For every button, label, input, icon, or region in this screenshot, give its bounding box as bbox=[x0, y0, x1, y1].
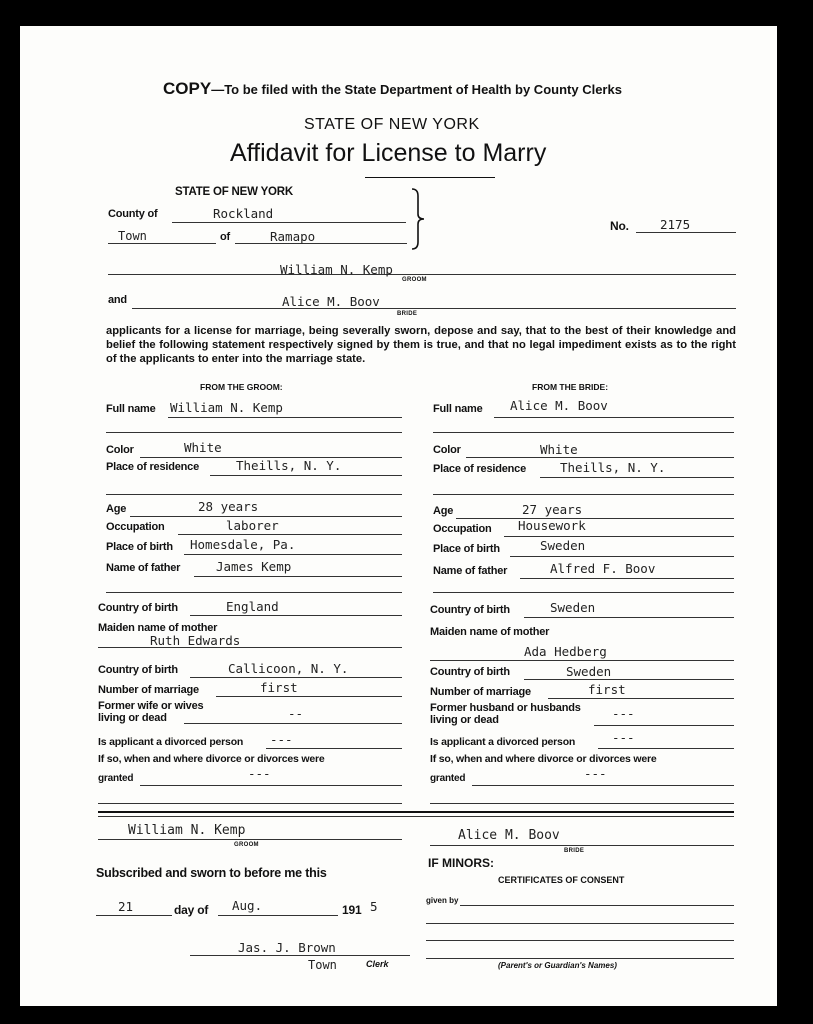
oath-day: 21 bbox=[118, 899, 134, 914]
consent-line-3 bbox=[426, 940, 734, 941]
groom-marriage-number-line bbox=[216, 696, 402, 697]
bride-former: --- bbox=[612, 706, 635, 721]
groom-former-label-1: Former wife or wives bbox=[98, 700, 204, 712]
groom-father-country: England bbox=[226, 599, 279, 614]
groom-signature-line bbox=[98, 839, 402, 840]
bride-mother-label: Maiden name of mother bbox=[430, 626, 550, 638]
bride-former-line bbox=[594, 725, 734, 726]
groom-father-label: Name of father bbox=[106, 562, 181, 574]
bride-residence: Theills, N. Y. bbox=[560, 460, 666, 475]
bride-father: Alfred F. Boov bbox=[550, 561, 656, 576]
groom-granted: --- bbox=[248, 766, 271, 781]
groom-mother-country-line bbox=[190, 677, 402, 678]
groom-mother-line bbox=[98, 647, 402, 648]
title-underline bbox=[365, 177, 495, 178]
clerk-signature: Jas. J. Brown bbox=[238, 940, 336, 955]
bride-mother-country-line bbox=[524, 679, 734, 680]
filing-instruction: —To be filed with the State Department of Health by County Clerks bbox=[211, 82, 622, 97]
bride-age-label: Age bbox=[433, 505, 454, 517]
bride-father-country-line bbox=[524, 617, 734, 618]
bride-father-country: Sweden bbox=[550, 600, 596, 615]
bride-granted-line bbox=[472, 785, 734, 786]
groom-father: James Kemp bbox=[216, 559, 292, 574]
number-line bbox=[636, 232, 736, 233]
oath-text: Subscribed and sworn to before me this bbox=[96, 866, 327, 880]
bride-applicant-name: Alice M. Boov bbox=[282, 294, 380, 309]
groom-extra-line-1 bbox=[106, 432, 402, 433]
bride-section-heading: FROM THE BRIDE: bbox=[532, 382, 609, 392]
number-label: No. bbox=[610, 219, 629, 233]
bride-full-name-label: Full name bbox=[433, 403, 483, 415]
bride-occupation-line bbox=[504, 536, 734, 537]
groom-signature-caption: GROOM bbox=[234, 842, 259, 848]
bride-marriage-number-line bbox=[548, 698, 734, 699]
signature-divider-2 bbox=[98, 816, 734, 817]
bride-signature-caption: BRIDE bbox=[564, 848, 585, 854]
bride-granted: --- bbox=[584, 766, 607, 781]
groom-extra-line-3 bbox=[106, 592, 402, 593]
groom-birthplace: Homesdale, Pa. bbox=[190, 537, 296, 552]
groom-granted-line bbox=[140, 785, 402, 786]
bride-caption: BRIDE bbox=[397, 311, 418, 317]
and-label: and bbox=[108, 294, 127, 306]
groom-divorced-label: Is applicant a divorced person bbox=[98, 736, 244, 748]
groom-marriage-number: first bbox=[260, 680, 298, 695]
groom-section-heading: FROM THE GROOM: bbox=[200, 382, 283, 392]
bride-birthplace-line bbox=[510, 556, 734, 557]
groom-full-name-label: Full name bbox=[106, 403, 156, 415]
oath-year-digit: 5 bbox=[370, 899, 378, 914]
bride-divorced-label: Is applicant a divorced person bbox=[430, 736, 576, 748]
bride-full-name-line bbox=[494, 417, 734, 418]
town-line bbox=[108, 243, 216, 244]
groom-color: White bbox=[184, 440, 222, 455]
clerk-town: Town bbox=[308, 958, 337, 972]
sworn-statement: applicants for a license for marriage, being severally sworn, depose and say, that to the best of their knowledge and belief the following statement respectively signed by them is true, and that no legal impediment exists as to the right of the applicants to enter into the marriage state. bbox=[106, 325, 736, 365]
groom-color-label: Color bbox=[106, 444, 134, 456]
bride-granted-label: granted bbox=[430, 773, 466, 784]
bride-residence-label: Place of residence bbox=[433, 463, 527, 475]
bride-divorced-line bbox=[598, 748, 734, 749]
bride-marriage-number-label: Number of marriage bbox=[430, 686, 531, 698]
groom-father-country-label: Country of birth bbox=[98, 602, 178, 614]
bride-extra-line-4 bbox=[430, 803, 734, 804]
clerk-signature-line bbox=[190, 955, 410, 956]
groom-marriage-number-label: Number of marriage bbox=[98, 684, 199, 696]
county-value: Rockland bbox=[213, 206, 274, 221]
venue-state-label: STATE OF NEW YORK bbox=[175, 186, 293, 198]
groom-divorced: --- bbox=[270, 732, 293, 747]
copy-word: COPY bbox=[163, 79, 212, 98]
bride-color-label: Color bbox=[433, 444, 461, 456]
groom-birthplace-label: Place of birth bbox=[106, 541, 173, 553]
header-state: STATE OF NEW YORK bbox=[304, 116, 480, 133]
certificates-of-consent: CERTIFICATES OF CONSENT bbox=[498, 875, 625, 885]
groom-former-label-2: living or dead bbox=[98, 712, 167, 724]
groom-residence: Theills, N. Y. bbox=[236, 458, 342, 473]
groom-birthplace-line bbox=[184, 554, 402, 555]
groom-occupation-label: Occupation bbox=[106, 521, 165, 533]
of-label: of bbox=[220, 231, 230, 243]
bride-color: White bbox=[540, 442, 578, 457]
venue-bracket bbox=[410, 188, 426, 250]
consent-line-2 bbox=[426, 923, 734, 924]
bride-former-label-2: living or dead bbox=[430, 714, 499, 726]
groom-extra-line-2 bbox=[106, 494, 402, 495]
groom-mother-country-label: Country of birth bbox=[98, 664, 178, 676]
consent-line-1 bbox=[460, 905, 734, 906]
groom-mother: Ruth Edwards bbox=[150, 633, 241, 648]
groom-residence-label: Place of residence bbox=[106, 461, 200, 473]
county-line bbox=[172, 222, 406, 223]
bride-age-line bbox=[456, 518, 734, 519]
consent-line-4 bbox=[426, 958, 734, 959]
bride-occupation-label: Occupation bbox=[433, 523, 492, 535]
bride-occupation: Housework bbox=[518, 518, 586, 533]
given-by-label: given by bbox=[426, 896, 459, 905]
town-value-line bbox=[235, 243, 407, 244]
town-value: Ramapo bbox=[270, 229, 316, 244]
bride-signature: Alice M. Boov bbox=[458, 828, 560, 843]
bride-father-label: Name of father bbox=[433, 565, 508, 577]
oath-year-prefix: 191 bbox=[342, 903, 362, 917]
parents-caption: (Parent's or Guardian's Names) bbox=[498, 961, 617, 970]
bride-mother-line bbox=[430, 660, 734, 661]
groom-occupation: laborer bbox=[226, 518, 279, 533]
groom-father-country-line bbox=[190, 615, 402, 616]
groom-full-name-line bbox=[168, 417, 402, 418]
town-label: Town bbox=[118, 229, 147, 243]
bride-ifso-label: If so, when and where divorce or divorces were bbox=[430, 753, 657, 765]
affidavit-form bbox=[20, 26, 777, 1006]
bride-former-label-1: Former husband or husbands bbox=[430, 702, 581, 714]
bride-extra-line-2 bbox=[433, 494, 734, 495]
groom-father-line bbox=[194, 576, 402, 577]
page-title: Affidavit for License to Marry bbox=[230, 139, 547, 167]
bride-extra-line-1 bbox=[433, 432, 734, 433]
groom-divorced-line bbox=[266, 748, 402, 749]
bride-father-country-label: Country of birth bbox=[430, 604, 510, 616]
bride-color-line bbox=[466, 457, 734, 458]
bride-age: 27 years bbox=[522, 502, 583, 517]
oath-day-of-label: day of bbox=[174, 903, 209, 917]
oath-month: Aug. bbox=[232, 898, 263, 913]
bride-applicant-line bbox=[132, 308, 736, 309]
number-value: 2175 bbox=[660, 217, 691, 232]
groom-signature: William N. Kemp bbox=[128, 823, 246, 838]
bride-mother: Ada Hedberg bbox=[524, 644, 607, 659]
oath-month-line bbox=[218, 915, 338, 916]
groom-full-name: William N. Kemp bbox=[170, 400, 283, 415]
groom-mother-label: Maiden name of mother bbox=[98, 622, 218, 634]
groom-mother-country: Callicoon, N. Y. bbox=[228, 661, 349, 676]
bride-marriage-number: first bbox=[588, 682, 626, 697]
groom-age-label: Age bbox=[106, 503, 127, 515]
bride-divorced: --- bbox=[612, 730, 635, 745]
bride-residence-line bbox=[540, 477, 734, 478]
groom-extra-line-4 bbox=[98, 803, 402, 804]
clerk-label: Clerk bbox=[366, 959, 389, 969]
bride-mother-country: Sweden bbox=[566, 664, 612, 679]
groom-former-line bbox=[184, 723, 402, 724]
county-label: County of bbox=[108, 208, 158, 220]
bride-birthplace: Sweden bbox=[540, 538, 586, 553]
minors-heading: IF MINORS: bbox=[428, 856, 494, 870]
groom-applicant-line bbox=[108, 274, 736, 275]
groom-caption: GROOM bbox=[402, 277, 427, 283]
header-copy-line bbox=[163, 79, 622, 99]
groom-occupation-line bbox=[178, 534, 402, 535]
groom-applicant-name: William N. Kemp bbox=[280, 262, 393, 277]
groom-granted-label: granted bbox=[98, 773, 134, 784]
bride-full-name: Alice M. Boov bbox=[510, 398, 608, 413]
groom-age-line bbox=[130, 516, 402, 517]
bride-father-line bbox=[520, 578, 734, 579]
bride-birthplace-label: Place of birth bbox=[433, 543, 500, 555]
oath-day-line bbox=[96, 915, 172, 916]
bride-signature-line bbox=[430, 845, 734, 846]
bride-extra-line-3 bbox=[433, 592, 734, 593]
groom-ifso-label: If so, when and where divorce or divorces were bbox=[98, 753, 325, 765]
groom-former: -- bbox=[288, 706, 304, 721]
groom-age: 28 years bbox=[198, 499, 259, 514]
groom-residence-line bbox=[210, 475, 402, 476]
signature-divider-1 bbox=[98, 811, 734, 813]
bride-mother-country-label: Country of birth bbox=[430, 666, 510, 678]
